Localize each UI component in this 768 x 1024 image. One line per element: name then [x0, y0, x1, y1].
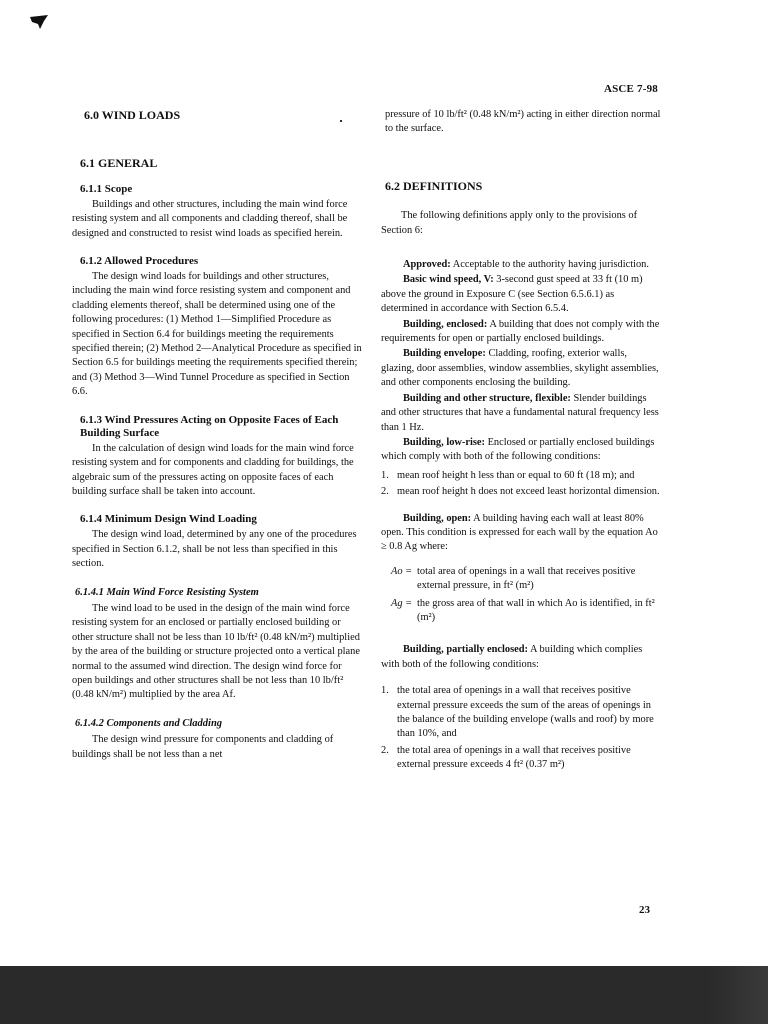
definition-item: Approved: Acceptable to the authority having jurisdiction. [403, 259, 649, 271]
definition-partially-enclosed: Building, partially enclosed: A building which complies with both of the following conditions: [381, 644, 643, 670]
chapter-title: 6.0 WIND LOADS [84, 108, 181, 122]
opposite-faces-heading: 6.1.3 Wind Pressures Acting on Opposite Faces of Each Building Surface [80, 413, 339, 439]
symbol-row: Ao = total area of openings in a wall that receives positive external pressure, in ft² (m²) [391, 565, 636, 592]
minimum-loading-heading: 6.1.4 Minimum Design Wind Loading [80, 513, 257, 526]
opposite-faces-text: In the calculation of design wind loads for the main wind force resisting system and for components and cladding for buildings, the algebraic sum of the pressures acting on opposite faces of each building surface shall be taken into account. [72, 442, 354, 497]
definition-item: Building, enclosed: A building that does not comply with the requirements for open or partially enclosed buildings. [381, 318, 660, 345]
definition-item: Building envelope: Cladding, roofing, exterior walls, glazing, door assemblies, window assemblies, skylight assemblies, and other components enclosing the building. [381, 348, 659, 389]
definitions-heading: 6.2 DEFINITIONS [385, 178, 483, 193]
definition-item: Basic wind speed, V: 3-second gust speed at 33 ft (10 m) above the ground in Exposure C (see Section 6.5.6.1) as determined in accordance with Section 6.5.4. [381, 274, 643, 315]
list-item: 1. mean roof height h less than or equal to 60 ft (18 m); and [381, 469, 635, 481]
low-rise-conditions [381, 469, 661, 500]
allowed-procedures-heading: 6.1.2 Allowed Procedures [80, 255, 199, 268]
definition-item: Building and other structure, flexible: Slender buildings and other structures that have a fundamental natural frequency less than 1 Hz. [381, 392, 659, 433]
symbol-table [391, 565, 661, 626]
definitions-list [381, 258, 661, 465]
minimum-loading-text: The design wind load, determined by any one of the procedures specified in Section 6.1.2, shall be not less than specified in this section. [72, 529, 357, 570]
left-column [72, 108, 362, 762]
definitions-intro: The following definitions apply only to the provisions of Section 6: [381, 210, 638, 236]
components-cladding-text: The design wind pressure for components and cladding of buildings shall be not less than a net [72, 734, 334, 760]
scope-heading: 6.1.1 Scope [80, 182, 133, 195]
standard-header: ASCE 7-98 [603, 83, 658, 95]
scan-edge-bar [0, 966, 768, 1024]
section-general-heading: 6.1 GENERAL [80, 156, 158, 171]
partially-enclosed-conditions [381, 684, 661, 772]
mwfrs-heading: 6.1.4.1 Main Wind Force Resisting System [75, 586, 259, 598]
right-column [381, 108, 661, 785]
scan-mark-icon [30, 15, 48, 31]
scope-text: Buildings and other structures, including the main wind force resisting system and all components and cladding thereof, shall be designed and constructed to resist wind loads as specified herein. [72, 198, 348, 239]
definition-open: Building, open: A building having each wall at least 80% open. This condition is expressed for each wall by the equation Ao ≥ 0.8 Ag where: [381, 512, 658, 553]
definition-item: Building, low-rise: Enclosed or partially enclosed buildings which comply with both of the following conditions: [381, 436, 655, 463]
mwfrs-text: The wind load to be used in the design of the main wind force resisting system for an enclosed or partially enclosed building or other structure shall not be less than 10 lb/ft² (0.48 kN/m²) multiplied by the area of the building or structure projected onto a vertical plane normal to the assumed wind direction. The design wind force for open buildings and other structures shall be not less than 10 lb/ft² (0.48 kN/m²) multiplied by the area Af. [72, 602, 360, 701]
list-item: 2. mean roof height h does not exceed least horizontal dimension. [381, 486, 660, 498]
continuation-text: pressure of 10 lb/ft² (0.48 kN/m²) acting in either direction normal to the surface. [385, 109, 661, 135]
components-cladding-heading: 6.1.4.2 Components and Cladding [75, 717, 223, 729]
symbol-row: Ag = the gross area of that wall in which Ao is identified, in ft² (m²) [391, 597, 655, 623]
allowed-procedures-text: The design wind loads for buildings and other structures, including the main wind force resisting system and component and cladding elements thereof, shall be determined using one of the following procedures: (1) Method 1—Simplified Procedure as specified in Section 6.4 for buildings meeting the requirements specified therein; (2) Method 2—Analytical Procedure as specified in Section 6.5 for buildings meeting the requirements specified therein; and (3) Method 3—Wind Tunnel Procedure as specified in Section 6.6. [72, 271, 362, 398]
list-item: 1. the total area of openings in a wall that receives positive external pressure exceeds the sum of the areas of openings in the balance of the building envelope (walls and roof) by more than 10%, and [381, 685, 654, 740]
page-number: 23 [639, 904, 650, 916]
list-item: 2. the total area of openings in a wall that receives positive external pressure exceeds 4 ft² (0.37 m²) [381, 744, 631, 771]
